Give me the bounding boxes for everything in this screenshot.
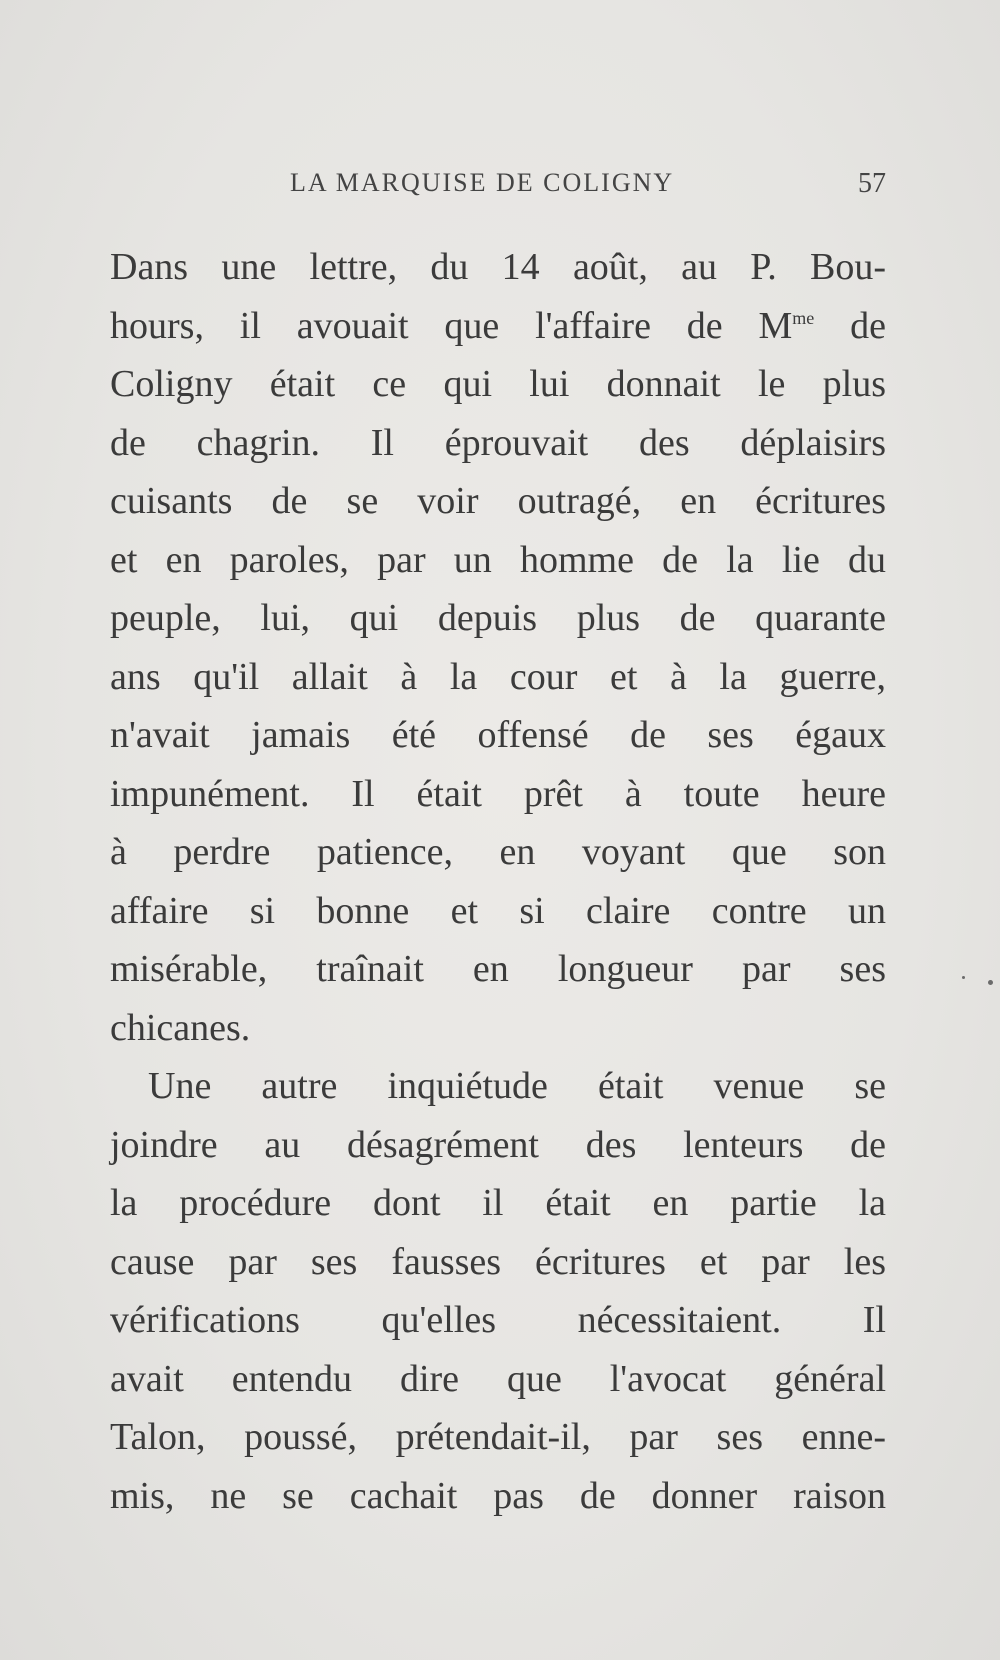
text-line: n'avait jamais été offensé de ses égaux xyxy=(110,714,886,756)
page-number: 57 xyxy=(858,168,886,199)
text-line-with-superscript xyxy=(110,297,886,356)
paper-speck xyxy=(988,980,993,985)
text-line: mis, ne se cachait pas de donner raison xyxy=(110,1474,886,1517)
text-line: affaire si bonne et si claire contre un xyxy=(110,889,886,932)
text-line: ans qu'il allait à la cour et à la guerre, xyxy=(110,655,886,698)
text-line: joindre au désagrément des lenteurs de xyxy=(110,1123,886,1166)
running-title: LA MARQUISE DE COLIGNY xyxy=(290,168,675,197)
text-line: la procédure dont il était en partie la xyxy=(110,1182,886,1224)
text-line: Talon, poussé, prétendait-il, par ses enne- xyxy=(110,1416,886,1458)
page-header xyxy=(110,168,886,208)
text-line: chicanes. xyxy=(110,1006,251,1049)
body-text xyxy=(110,238,886,1525)
text-line: avait entendu dire que l'avocat général xyxy=(110,1357,886,1400)
text-line: cause par ses fausses écritures et par les xyxy=(110,1240,886,1283)
text-line: misérable, traînait en longueur par ses xyxy=(110,948,886,990)
text-line: Coligny était ce qui lui donnait le plus xyxy=(110,363,886,405)
text-line: à perdre patience, en voyant que son xyxy=(110,831,886,873)
text-line-part: hours, il avouait que l'affaire de M xyxy=(110,304,793,347)
text-line-part: de xyxy=(814,304,887,347)
text-line: cuisants de se voir outragé, en écritures xyxy=(110,480,886,522)
text-line: vérifications qu'elles nécessitaient. Il xyxy=(110,1299,886,1341)
text-line: peuple, lui, qui depuis plus de quarante xyxy=(110,597,886,639)
text-line: et en paroles, par un homme de la lie du xyxy=(110,538,886,581)
superscript: me xyxy=(792,307,815,328)
text-line: de chagrin. Il éprouvait des déplaisirs xyxy=(110,421,886,464)
text-line: impunément. Il était prêt à toute heure xyxy=(110,772,886,815)
text-line-paragraph-start: Une autre inquiétude était venue se xyxy=(148,1065,886,1107)
text-line: Dans une lettre, du 14 août, au P. Bou- xyxy=(110,246,886,288)
paper-speck xyxy=(962,976,965,979)
